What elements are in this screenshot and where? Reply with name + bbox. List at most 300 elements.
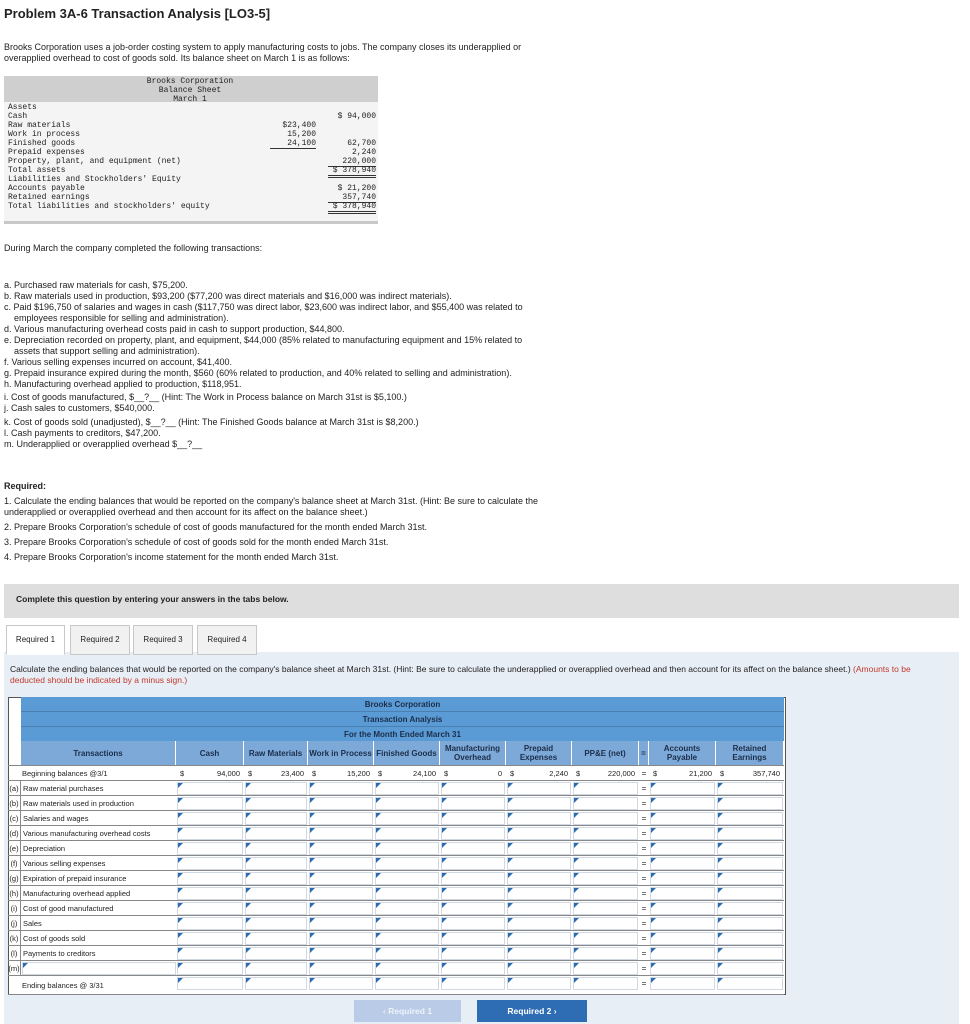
amount-input-retained-earnings[interactable] — [717, 887, 783, 900]
bs-line-label: Cash — [8, 112, 28, 121]
col-finished-goods-header: Finished Goods — [374, 741, 440, 765]
amount-input-retained-earnings[interactable] — [717, 857, 783, 870]
amount-input-work-in-process[interactable] — [309, 977, 373, 990]
input-marker — [574, 963, 579, 968]
transaction-label: Depreciation — [23, 844, 66, 853]
amount-input-retained-earnings[interactable] — [717, 977, 783, 990]
input-marker — [442, 858, 447, 863]
input-marker — [508, 798, 513, 803]
input-marker — [442, 948, 447, 953]
input-marker — [376, 888, 381, 893]
transaction-row — [8, 810, 784, 826]
amount-input-ppe-net[interactable] — [573, 947, 638, 960]
amount-input-manufacturing-overhead[interactable] — [441, 872, 505, 885]
amount-input-retained-earnings[interactable] — [717, 782, 783, 795]
input-marker — [310, 783, 315, 788]
equals-sign: = — [641, 874, 647, 883]
amount-input-ppe-net[interactable] — [573, 782, 638, 795]
amount-input-ppe-net[interactable] — [573, 842, 638, 855]
tab-instruction — [10, 664, 940, 686]
tab-required-3[interactable]: Required 3 — [133, 625, 193, 655]
amount-input-work-in-process[interactable] — [309, 887, 373, 900]
amount-input-cash[interactable] — [177, 902, 243, 915]
amount-input-manufacturing-overhead[interactable] — [441, 812, 505, 825]
input-marker — [574, 798, 579, 803]
amount-input-retained-earnings[interactable] — [717, 812, 783, 825]
amount-input-raw-materials[interactable] — [245, 947, 307, 960]
equals-sign: = — [641, 784, 647, 793]
col-manufacturing-overhead-header: Manufacturing Overhead — [440, 741, 506, 765]
bs-line-label: Raw materials — [8, 121, 71, 130]
beginning-prepaid: 2,240 — [549, 769, 568, 778]
amount-input-raw-materials[interactable] — [245, 827, 307, 840]
amount-input-finished-goods[interactable] — [375, 902, 439, 915]
amount-input-prepaid-expenses[interactable] — [507, 842, 571, 855]
input-marker — [651, 903, 656, 908]
amount-input-ppe-net[interactable] — [573, 962, 638, 975]
amount-input-ppe-net[interactable] — [573, 797, 638, 810]
amount-input-work-in-process[interactable] — [309, 782, 373, 795]
amount-input-prepaid-expenses[interactable] — [507, 857, 571, 870]
input-marker — [508, 858, 513, 863]
transaction-item: d. Various manufacturing overhead costs paid in cash to support production, $44,800. — [4, 324, 345, 334]
input-marker — [178, 903, 183, 908]
bs-line-label: Assets — [8, 103, 37, 112]
amount-input-raw-materials[interactable] — [245, 887, 307, 900]
input-marker — [310, 858, 315, 863]
amount-input-manufacturing-overhead[interactable] — [441, 782, 505, 795]
input-marker — [574, 903, 579, 908]
equals-sign: = — [641, 889, 647, 898]
input-marker — [178, 783, 183, 788]
input-marker — [651, 843, 656, 848]
amount-input-prepaid-expenses[interactable] — [507, 887, 571, 900]
transaction-letter: (k) — [8, 931, 21, 946]
amount-input-manufacturing-overhead[interactable] — [441, 932, 505, 945]
transaction-item: h. Manufacturing overhead applied to production, $118,951. — [4, 379, 242, 389]
beginning-balances-row — [8, 765, 784, 781]
intro-line-1: Brooks Corporation uses a job-order costing system to apply manufacturing costs to jobs. The company closes its underapplied or — [4, 42, 522, 52]
amount-input-prepaid-expenses[interactable] — [507, 797, 571, 810]
amount-input-manufacturing-overhead[interactable] — [441, 887, 505, 900]
amount-input-raw-materials[interactable] — [245, 842, 307, 855]
dollar-sign: $ — [444, 769, 449, 778]
required-item: underapplied or overapplied overhead and then account for its affect on the balance sheet.) — [4, 507, 368, 517]
amount-input-cash[interactable] — [177, 977, 243, 990]
bs-line-col2: 62,700 — [347, 139, 376, 148]
amount-input-accounts-payable[interactable] — [650, 782, 715, 795]
amount-input-work-in-process[interactable] — [309, 812, 373, 825]
input-marker — [442, 888, 447, 893]
amount-input-prepaid-expenses[interactable] — [507, 827, 571, 840]
input-marker — [178, 978, 183, 983]
intro-text — [4, 42, 644, 64]
beginning-cash: 94,000 — [217, 769, 240, 778]
transaction-letter: (m) — [8, 961, 21, 976]
required-item: 2. Prepare Brooks Corporation's schedule of cost of goods manufactured for the month ended March 31st. — [4, 522, 427, 532]
bs-line — [8, 157, 378, 166]
transaction-letter: (a) — [8, 781, 21, 796]
amount-input-accounts-payable[interactable] — [650, 827, 715, 840]
input-marker — [574, 783, 579, 788]
input-marker — [718, 963, 723, 968]
input-marker — [178, 828, 183, 833]
amount-input-finished-goods[interactable] — [375, 782, 439, 795]
input-marker — [442, 963, 447, 968]
input-marker — [574, 978, 579, 983]
bs-line-col2: $ 378,940 — [328, 166, 376, 178]
transaction-row — [8, 900, 784, 916]
col-transactions-header: Transactions — [21, 741, 176, 765]
transaction-label: Salaries and wages — [23, 814, 89, 823]
equals-sign: = — [641, 844, 647, 853]
transaction-row-label — [8, 841, 178, 856]
amount-input-retained-earnings[interactable] — [717, 797, 783, 810]
dollar-sign: $ — [576, 769, 581, 778]
transaction-row — [8, 885, 784, 901]
amount-input-prepaid-expenses[interactable] — [507, 902, 571, 915]
transaction-item: i. Cost of goods manufactured, $__?__ (Hint: The Work in Process balance on March 31st is $5,100.) — [4, 392, 407, 402]
amount-input-cash[interactable] — [177, 872, 243, 885]
amount-input-cash[interactable] — [177, 917, 243, 930]
amount-input-cash[interactable] — [177, 797, 243, 810]
amount-input-finished-goods[interactable] — [375, 947, 439, 960]
input-marker — [442, 828, 447, 833]
amount-input-ppe-net[interactable] — [573, 812, 638, 825]
input-marker — [246, 828, 251, 833]
transaction-letter: (f) — [8, 856, 21, 871]
input-marker — [178, 813, 183, 818]
input-marker — [718, 798, 723, 803]
bs-line-label: Property, plant, and equipment (net) — [8, 157, 181, 166]
amount-input-finished-goods[interactable] — [375, 797, 439, 810]
required-item: 1. Calculate the ending balances that would be reported on the company's balance sheet at March 31st. (Hint: Be sure to calculate the — [4, 496, 539, 506]
amount-input-work-in-process[interactable] — [309, 932, 373, 945]
amount-input-raw-materials[interactable] — [245, 932, 307, 945]
amount-input-cash[interactable] — [177, 932, 243, 945]
amount-input-cash[interactable] — [177, 782, 243, 795]
input-marker — [310, 963, 315, 968]
col-equals-header: = — [639, 741, 649, 765]
transaction-row — [8, 915, 784, 931]
bs-company: Brooks Corporation — [146, 77, 234, 86]
amount-input-prepaid-expenses[interactable] — [507, 977, 571, 990]
amount-input-accounts-payable[interactable] — [650, 947, 715, 960]
amount-input-finished-goods[interactable] — [375, 962, 439, 975]
dollar-sign: $ — [312, 769, 317, 778]
input-marker — [651, 963, 656, 968]
amount-input-work-in-process[interactable] — [309, 917, 373, 930]
amount-input-retained-earnings[interactable] — [717, 872, 783, 885]
input-marker — [442, 903, 447, 908]
amount-input-accounts-payable[interactable] — [650, 812, 715, 825]
amount-input-finished-goods[interactable] — [375, 827, 439, 840]
instruction-note: (Amounts to be deducted should be indicated by a minus sign.) — [10, 664, 911, 685]
amount-input-manufacturing-overhead[interactable] — [441, 827, 505, 840]
equals-sign: = — [641, 814, 647, 823]
amount-input-manufacturing-overhead[interactable] — [441, 857, 505, 870]
tab-required-4[interactable]: Required 4 — [197, 625, 257, 655]
input-marker — [574, 843, 579, 848]
input-marker — [574, 918, 579, 923]
input-marker — [246, 888, 251, 893]
input-marker — [246, 858, 251, 863]
amount-input-cash[interactable] — [177, 842, 243, 855]
amount-input-retained-earnings[interactable] — [717, 917, 783, 930]
input-marker — [651, 813, 656, 818]
input-marker — [574, 873, 579, 878]
amount-input-manufacturing-overhead[interactable] — [441, 962, 505, 975]
transaction-item: b. Raw materials used in production, $93,200 ($77,200 was direct materials and $16,000 was indirect materials). — [4, 291, 452, 301]
amount-input-manufacturing-overhead[interactable] — [441, 977, 505, 990]
bs-line-label: Total liabilities and stockholders' equity — [8, 202, 210, 211]
amount-input-raw-materials[interactable] — [245, 857, 307, 870]
input-marker — [718, 828, 723, 833]
transaction-row — [8, 840, 784, 856]
input-marker — [651, 828, 656, 833]
amount-input-work-in-process[interactable] — [309, 962, 373, 975]
amount-input-accounts-payable[interactable] — [650, 902, 715, 915]
transaction-letter: (b) — [8, 796, 21, 811]
amount-input-accounts-payable[interactable] — [650, 887, 715, 900]
transaction-row-label — [8, 796, 178, 811]
input-marker — [508, 963, 513, 968]
transaction-item: k. Cost of goods sold (unadjusted), $__?__ (Hint: The Finished Goods balance at March 31st is $8,200.) — [4, 417, 419, 427]
transaction-item: j. Cash sales to customers, $540,000. — [4, 403, 155, 413]
col-cash-header: Cash — [176, 741, 244, 765]
transaction-row-label — [8, 946, 178, 961]
transaction-row-label — [8, 901, 178, 916]
amount-input-prepaid-expenses[interactable] — [507, 812, 571, 825]
transaction-label: Raw materials used in production — [23, 799, 134, 808]
equals-sign: = — [641, 829, 647, 838]
amount-input-retained-earnings[interactable] — [717, 902, 783, 915]
amount-input-raw-materials[interactable] — [245, 962, 307, 975]
amount-input-manufacturing-overhead[interactable] — [441, 917, 505, 930]
input-marker — [376, 798, 381, 803]
amount-input-accounts-payable[interactable] — [650, 932, 715, 945]
amount-input-finished-goods[interactable] — [375, 842, 439, 855]
amount-input-accounts-payable[interactable] — [650, 872, 715, 885]
input-marker — [178, 888, 183, 893]
amount-input-manufacturing-overhead[interactable] — [441, 902, 505, 915]
input-marker — [574, 828, 579, 833]
transaction-row — [8, 870, 784, 886]
bs-line-label: Work in process — [8, 130, 81, 139]
input-marker — [718, 858, 723, 863]
input-marker — [718, 948, 723, 953]
input-marker — [310, 903, 315, 908]
input-marker — [376, 933, 381, 938]
bs-line — [8, 175, 378, 184]
amount-input-accounts-payable[interactable] — [650, 842, 715, 855]
bs-date: March 1 — [173, 95, 207, 104]
transaction-label: Raw material purchases — [23, 784, 104, 793]
amount-input-finished-goods[interactable] — [375, 872, 439, 885]
amount-input-accounts-payable[interactable] — [650, 977, 715, 990]
amount-input-prepaid-expenses[interactable] — [507, 962, 571, 975]
input-marker — [246, 813, 251, 818]
amount-input-finished-goods[interactable] — [375, 857, 439, 870]
amount-input-raw-materials[interactable] — [245, 917, 307, 930]
input-marker — [574, 933, 579, 938]
amount-input-ppe-net[interactable] — [573, 932, 638, 945]
input-marker — [310, 978, 315, 983]
transaction-label: Cost of goods sold — [23, 934, 86, 943]
prev-button[interactable]: ‹ Required 1 — [354, 1000, 461, 1022]
input-marker — [246, 918, 251, 923]
input-marker — [178, 843, 183, 848]
amount-input-finished-goods[interactable] — [375, 887, 439, 900]
input-marker — [376, 858, 381, 863]
input-marker — [376, 813, 381, 818]
amount-input-retained-earnings[interactable] — [717, 962, 783, 975]
transaction-row — [8, 930, 784, 946]
amount-input-prepaid-expenses[interactable] — [507, 782, 571, 795]
amount-input-cash[interactable] — [177, 857, 243, 870]
transaction-row-label — [8, 811, 178, 826]
amount-input-manufacturing-overhead[interactable] — [441, 947, 505, 960]
amount-input-cash[interactable] — [177, 827, 243, 840]
amount-input-ppe-net[interactable] — [573, 902, 638, 915]
input-marker — [442, 978, 447, 983]
amount-input-raw-materials[interactable] — [245, 782, 307, 795]
next-button[interactable]: Required 2 › — [477, 1000, 587, 1022]
amount-input-work-in-process[interactable] — [309, 827, 373, 840]
amount-input-manufacturing-overhead[interactable] — [441, 842, 505, 855]
amount-input-ppe-net[interactable] — [573, 827, 638, 840]
amount-input-cash[interactable] — [177, 947, 243, 960]
equals-sign: = — [641, 964, 647, 973]
amount-input-ppe-net[interactable] — [573, 857, 638, 870]
tab-required-2[interactable]: Required 2 — [70, 625, 130, 655]
amount-input-prepaid-expenses[interactable] — [507, 872, 571, 885]
input-marker — [310, 828, 315, 833]
amount-input-accounts-payable[interactable] — [650, 797, 715, 810]
amount-input-retained-earnings[interactable] — [717, 827, 783, 840]
transaction-row — [8, 795, 784, 811]
amount-input-finished-goods[interactable] — [375, 977, 439, 990]
required-item: 4. Prepare Brooks Corporation's income statement for the month ended March 31st. — [4, 552, 339, 562]
input-marker — [246, 798, 251, 803]
transaction-item: c. Paid $196,750 of salaries and wages in cash ($117,750 was direct labor, $23,600 was indirect labor, and $55,400 was related to — [4, 302, 523, 312]
bs-line — [8, 121, 378, 130]
input-marker — [376, 783, 381, 788]
amount-input-raw-materials[interactable] — [245, 812, 307, 825]
amount-input-retained-earnings[interactable] — [717, 842, 783, 855]
amount-input-work-in-process[interactable] — [309, 902, 373, 915]
transaction-letter: (h) — [8, 886, 21, 901]
amount-input-finished-goods[interactable] — [375, 812, 439, 825]
transaction-label: Expiration of prepaid insurance — [23, 874, 127, 883]
transaction-label-input[interactable] — [22, 962, 176, 975]
input-marker — [246, 978, 251, 983]
during-text: During March the company completed the following transactions: — [4, 243, 263, 253]
amount-input-finished-goods[interactable] — [375, 932, 439, 945]
bs-line-col1: $23,400 — [282, 121, 316, 130]
dollar-sign: $ — [653, 769, 658, 778]
transaction-item: g. Prepaid insurance expired during the month, $560 (60% related to production, and 40% related to selling and administration). — [4, 368, 512, 378]
input-marker — [718, 978, 723, 983]
amount-input-accounts-payable[interactable] — [650, 857, 715, 870]
amount-input-work-in-process[interactable] — [309, 872, 373, 885]
transaction-letter: (j) — [8, 916, 21, 931]
input-marker — [651, 948, 656, 953]
bs-line — [8, 130, 378, 139]
ending-balances-label: Ending balances @ 3/31 — [22, 981, 104, 990]
dollar-sign: $ — [378, 769, 383, 778]
input-marker — [718, 918, 723, 923]
input-marker — [508, 933, 513, 938]
balance-sheet-lines — [8, 103, 378, 211]
bs-line-col2: $ 21,200 — [337, 184, 376, 193]
transaction-letter: (g) — [8, 871, 21, 886]
amount-input-raw-materials[interactable] — [245, 902, 307, 915]
transaction-letter: (d) — [8, 826, 21, 841]
amount-input-cash[interactable] — [177, 887, 243, 900]
col-prepaid-expenses-header: Prepaid Expenses — [506, 741, 572, 765]
bs-line — [8, 166, 378, 175]
table-period: For the Month Ended March 31 — [344, 730, 461, 739]
input-marker — [508, 888, 513, 893]
input-marker — [178, 963, 183, 968]
amount-input-work-in-process[interactable] — [309, 842, 373, 855]
amount-input-work-in-process[interactable] — [309, 797, 373, 810]
bs-line — [8, 103, 378, 112]
amount-input-prepaid-expenses[interactable] — [507, 917, 571, 930]
amount-input-raw-materials[interactable] — [245, 977, 307, 990]
amount-input-finished-goods[interactable] — [375, 917, 439, 930]
amount-input-ppe-net[interactable] — [573, 917, 638, 930]
amount-input-accounts-payable[interactable] — [650, 962, 715, 975]
amount-input-prepaid-expenses[interactable] — [507, 932, 571, 945]
input-marker — [574, 888, 579, 893]
amount-input-ppe-net[interactable] — [573, 887, 638, 900]
amount-input-retained-earnings[interactable] — [717, 947, 783, 960]
transaction-row-label — [8, 781, 178, 796]
amount-input-prepaid-expenses[interactable] — [507, 947, 571, 960]
input-marker — [23, 963, 28, 968]
amount-input-manufacturing-overhead[interactable] — [441, 797, 505, 810]
input-marker — [178, 933, 183, 938]
amount-input-work-in-process[interactable] — [309, 857, 373, 870]
bs-line-col2: 220,000 — [328, 157, 376, 167]
amount-input-cash[interactable] — [177, 962, 243, 975]
transaction-label: Manufacturing overhead applied — [23, 889, 131, 898]
tab-required-1[interactable]: Required 1 — [6, 625, 65, 655]
transaction-row-label — [8, 961, 178, 976]
bs-line — [8, 112, 378, 121]
amount-input-retained-earnings[interactable] — [717, 932, 783, 945]
beginning-balances-label: Beginning balances @3/1 — [22, 769, 108, 778]
beginning-re: 357,740 — [752, 769, 780, 778]
bs-statement: Balance Sheet — [158, 86, 222, 95]
required-item: 3. Prepare Brooks Corporation's schedule of cost of goods sold for the month ended March 31st. — [4, 537, 389, 547]
col-work-in-process-header: Work in Process — [308, 741, 374, 765]
input-marker — [442, 843, 447, 848]
amount-input-raw-materials[interactable] — [245, 872, 307, 885]
amount-input-ppe-net[interactable] — [573, 872, 638, 885]
amount-input-accounts-payable[interactable] — [650, 917, 715, 930]
bs-line — [8, 139, 378, 148]
amount-input-ppe-net[interactable] — [573, 977, 638, 990]
transaction-letter: (c) — [8, 811, 21, 826]
amount-input-work-in-process[interactable] — [309, 947, 373, 960]
input-marker — [310, 843, 315, 848]
input-marker — [442, 813, 447, 818]
amount-input-raw-materials[interactable] — [245, 797, 307, 810]
amount-input-cash[interactable] — [177, 812, 243, 825]
